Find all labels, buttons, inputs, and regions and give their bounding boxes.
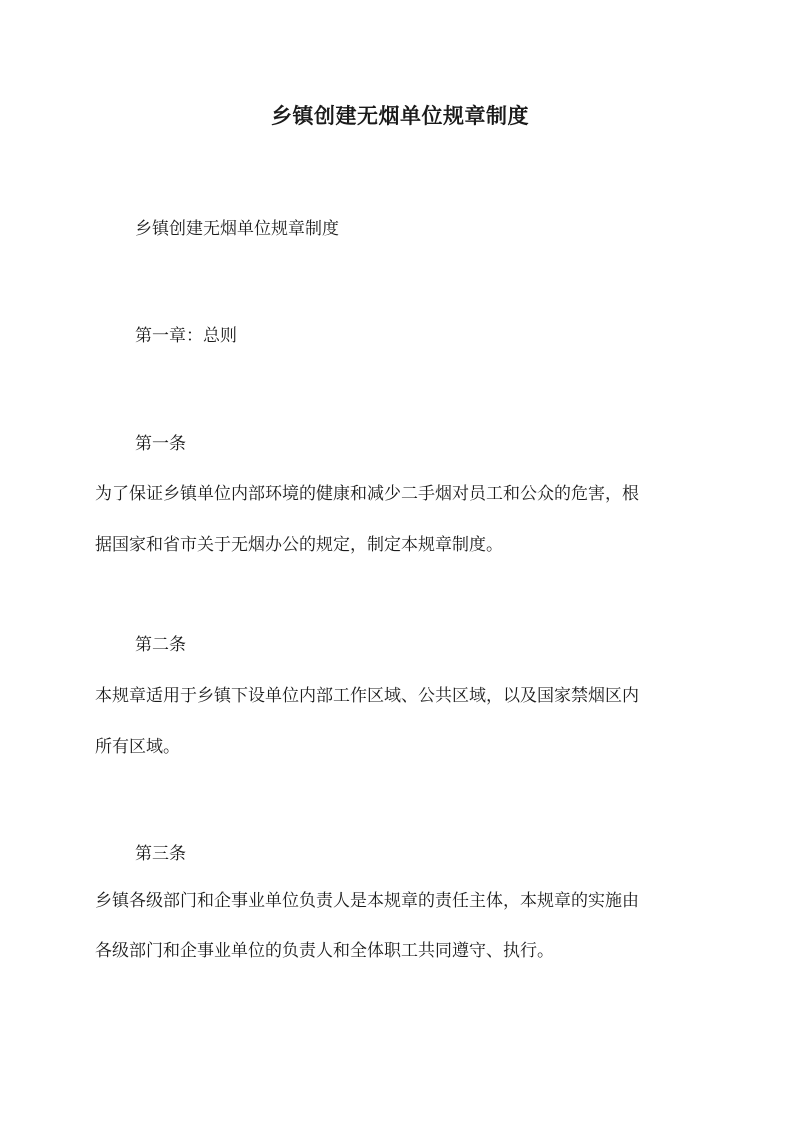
article-1-line-2: 据国家和省市关于无烟办公的规定，制定本规章制度。 (95, 535, 503, 555)
article-1-line-1: 为了保证乡镇单位内部环境的健康和减少二手烟对员工和公众的危害，根 (95, 484, 639, 504)
article-2-line-1: 本规章适用于乡镇下设单位内部工作区域、公共区域，以及国家禁烟区内 (95, 686, 639, 706)
article-3-heading: 第三条 (135, 844, 186, 864)
article-3-line-1: 乡镇各级部门和企事业单位负责人是本规章的责任主体，本规章的实施由 (95, 891, 639, 911)
article-1-heading: 第一条 (135, 434, 186, 454)
document-title: 乡镇创建无烟单位规章制度 (271, 103, 529, 128)
chapter-heading: 第一章：总则 (135, 326, 237, 346)
article-3-line-2: 各级部门和企事业单位的负责人和全体职工共同遵守、执行。 (95, 941, 554, 961)
article-2-line-2: 所有区域。 (95, 737, 180, 757)
article-2-heading: 第二条 (135, 635, 186, 655)
document-subtitle: 乡镇创建无烟单位规章制度 (135, 219, 339, 239)
